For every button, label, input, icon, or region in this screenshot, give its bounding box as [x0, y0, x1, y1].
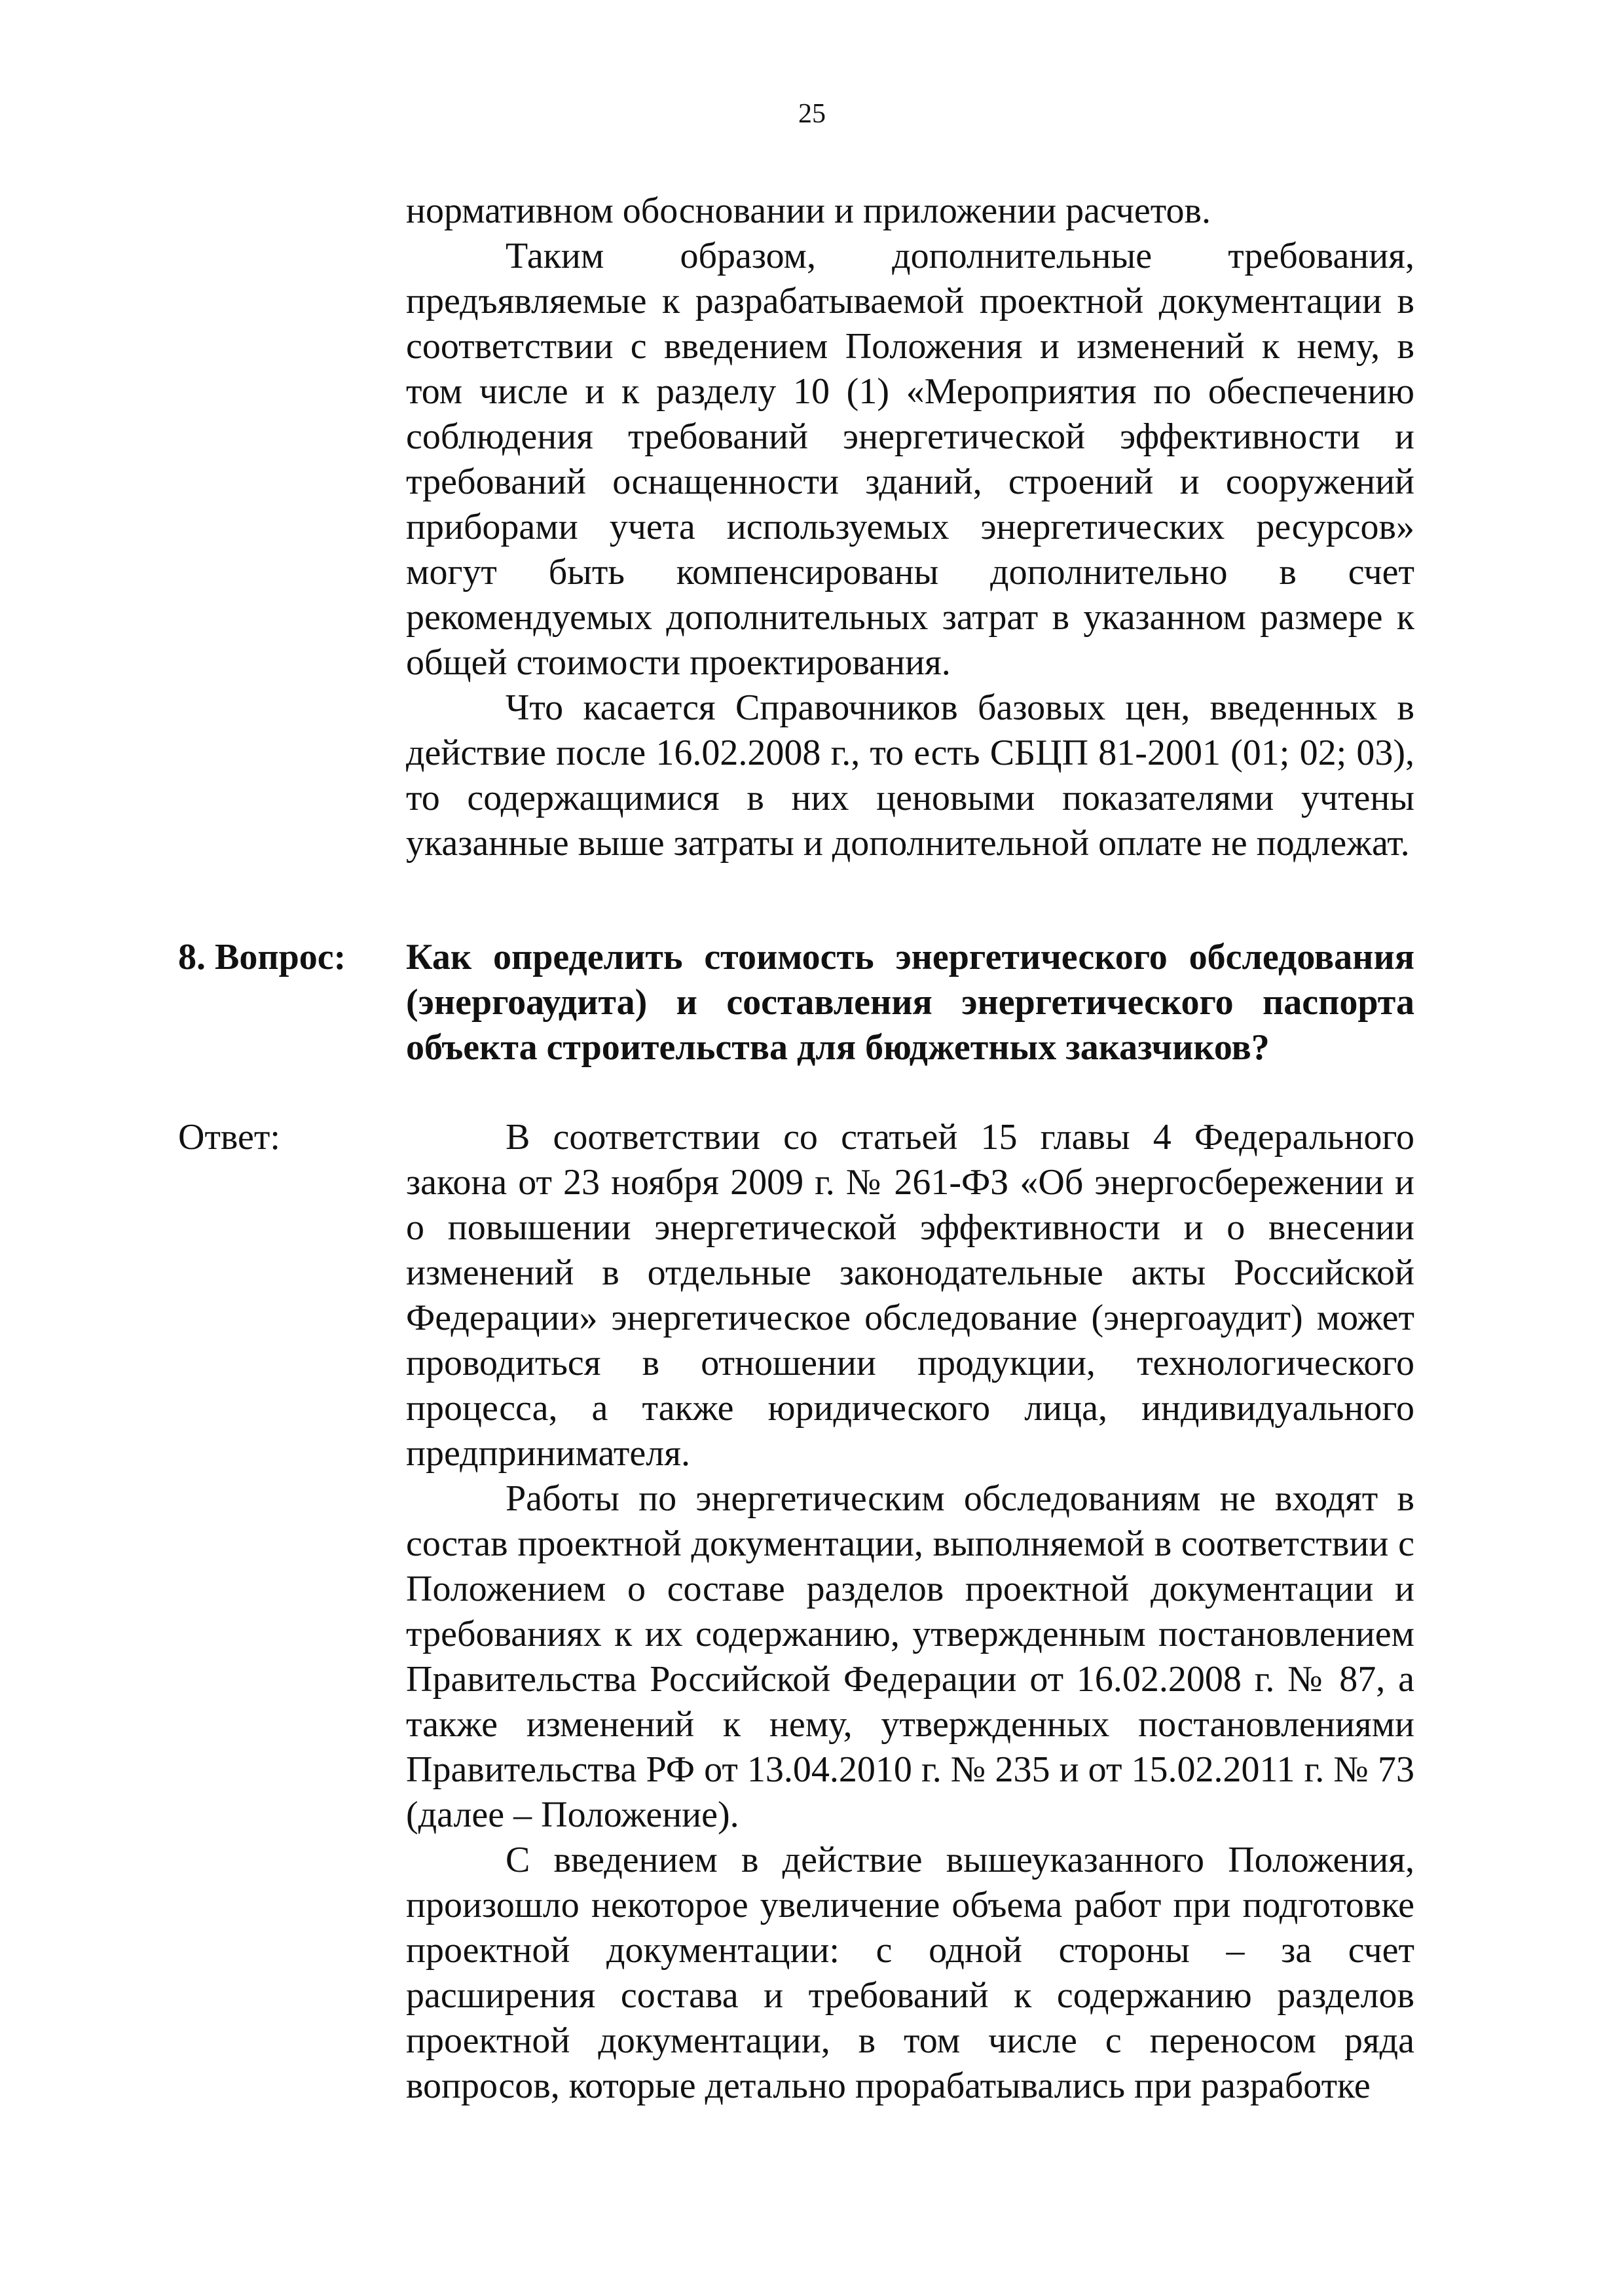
question-text: Как определить стоимость энергетического обследования (энергоаудита) и составления энергетического паспорта объекта строительства для бюджетных заказчиков?: [406, 937, 1414, 1068]
answer-paragraph-2: Работы по энергетическим обследованиям не входят в состав проектной документации, выполняемой в соответствии с Положением о составе разделов проектной документации и требованиях к их содержанию, утвержденным постановлением Правительства Российской Федерации от 16.02.2008 г. № 87, а также изменений к нему, утвержденных постановлениями Правительства РФ от 13.04.2010 г. № 235 и от 15.02.2011 г. № 73 (далее – Положение).: [406, 1478, 1414, 1835]
intro-paragraph-1: нормативном обосновании и приложении расчетов.: [406, 191, 1211, 231]
intro-section: [406, 189, 1414, 866]
intro-paragraph-2: Таким образом, дополнительные требования, предъявляемые к разрабатываемой проектной документации в соответствии с введением Положения и изменений к нему, в том числе и к разделу 10 (1) «Мероприятия по обеспечению соблюдения требований энергетической эффективности и требований оснащенности зданий, строений и сооружений приборами учета используемых энергетических ресурсов» могут быть компенсированы дополнительно в счет рекомендуемых дополнительных затрат в указанном размере к общей стоимости проектирования.: [406, 236, 1414, 683]
intro-paragraph-3: Что касается Справочников базовых цен, введенных в действие после 16.02.2008 г., то есть СБЦП 81-2001 (01; 02; 03), то содержащимися в них ценовыми показателями учтены указанные выше затраты и дополнительной оплате не подлежат.: [406, 687, 1414, 864]
answer-paragraph-3: С введением в действие вышеуказанного Положения, произошло некоторое увеличение объема работ при подготовке проектной документации: с одной стороны – за счет расширения состава и требований к содержанию разделов проектной документации, в том числе с переносом ряда вопросов, которые детально прорабатывались при разработке: [406, 1840, 1414, 2106]
question-label: 8. Вопрос:: [178, 937, 346, 977]
answer-body: [406, 1115, 1414, 2109]
answer-label: Ответ:: [178, 1117, 280, 1157]
answer-paragraph-1: В соответствии со статьей 15 главы 4 Федерального закона от 23 ноября 2009 г. № 261-ФЗ «Об энергосбережении и о повышении энергетической эффективности и о внесении изменений в отдельные законодательные акты Российской Федерации» энергетическое обследование (энергоаудит) может проводиться в отношении продукции, технологического процесса, а также юридического лица, индивидуального предпринимателя.: [406, 1117, 1414, 1474]
page-number: 25: [798, 99, 826, 129]
